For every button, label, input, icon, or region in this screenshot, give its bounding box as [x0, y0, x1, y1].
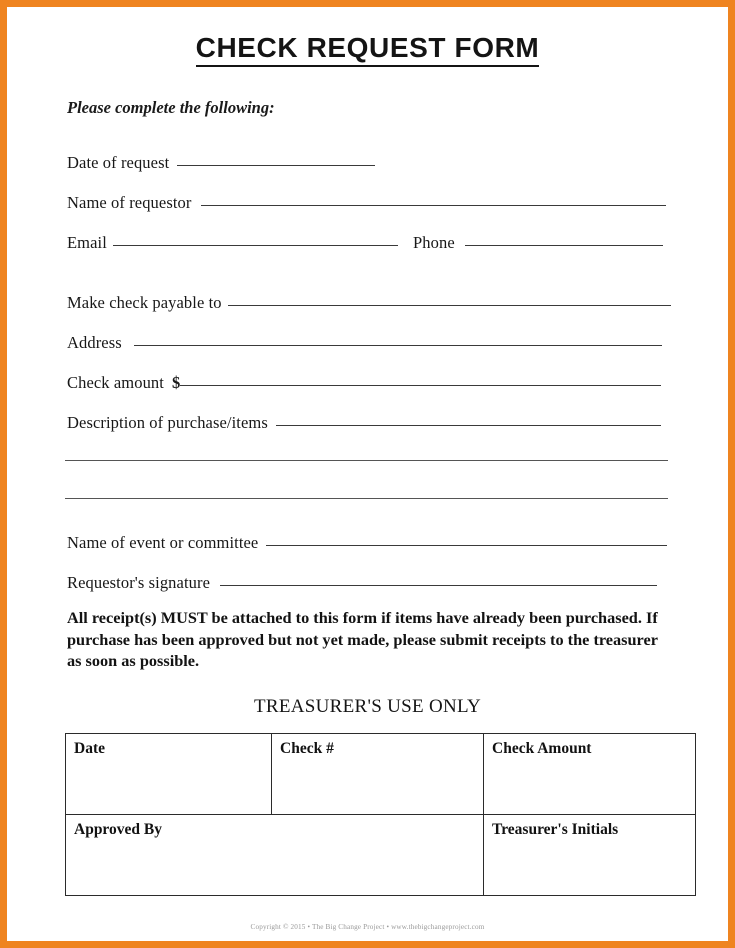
- treasurer-section-heading: TREASURER'S USE ONLY: [253, 696, 482, 717]
- field-rule-requestor-signature[interactable]: [220, 584, 657, 586]
- field-date-of-request[interactable]: [67, 153, 375, 173]
- field-label-phone: Phone: [413, 233, 455, 252]
- table-cell-date[interactable]: Date: [66, 734, 272, 815]
- field-name-of-requestor[interactable]: [67, 193, 666, 213]
- table-row: [66, 815, 696, 896]
- field-label-check-amount: Check amount: [67, 373, 164, 392]
- field-rule-make-check-payable-to[interactable]: [228, 304, 671, 306]
- page-title-text: CHECK REQUEST FORM: [196, 32, 540, 67]
- description-continuation-line-1[interactable]: [65, 460, 668, 461]
- field-check-amount[interactable]: [67, 373, 661, 393]
- field-description-of-purchase[interactable]: [67, 413, 661, 433]
- field-label-requestor-signature: Requestor's signature: [67, 573, 211, 592]
- table-cell-check-number[interactable]: Check #: [272, 734, 484, 815]
- field-make-check-payable-to[interactable]: [67, 293, 671, 313]
- field-label-name-of-requestor: Name of requestor: [67, 193, 192, 212]
- field-rule-name-of-event[interactable]: [266, 544, 667, 546]
- table-cell-treasurer-initials[interactable]: Treasurer's Initials: [484, 815, 696, 896]
- field-name-of-event[interactable]: [67, 533, 667, 553]
- footer-copyright: Copyright © 2015 • The Big Change Project • www.thebigchangeproject.com: [250, 923, 485, 931]
- field-label-address: Address: [67, 333, 122, 352]
- field-rule-phone[interactable]: [465, 244, 663, 246]
- page-title: [10, 32, 725, 64]
- field-phone[interactable]: [413, 233, 663, 253]
- instruction-text: Please complete the following:: [67, 98, 275, 117]
- field-label-description-of-purchase: Description of purchase/items: [67, 413, 268, 432]
- field-label-name-of-event: Name of event or committee: [67, 533, 259, 552]
- field-rule-date-of-request[interactable]: [177, 164, 375, 166]
- field-rule-description-of-purchase[interactable]: [276, 424, 661, 426]
- form-sheet: [10, 10, 725, 938]
- table-row: [66, 734, 696, 815]
- field-rule-address[interactable]: [134, 344, 662, 346]
- field-rule-name-of-requestor[interactable]: [201, 204, 666, 206]
- treasurer-use-table: [65, 733, 696, 896]
- currency-symbol: $: [171, 373, 181, 392]
- table-cell-check-amount[interactable]: Check Amount: [484, 734, 696, 815]
- field-email[interactable]: [67, 233, 398, 253]
- field-label-date-of-request: Date of request: [67, 153, 170, 172]
- field-label-email: Email: [67, 233, 107, 252]
- receipt-notice-text: All receipt(s) MUST be attached to this form if items have already been purchased. If purchase has been approved but not yet made, please submit receipts to the treasurer as soon as possible.: [67, 608, 658, 671]
- description-continuation-line-2[interactable]: [65, 498, 668, 499]
- field-address[interactable]: [67, 333, 662, 353]
- field-requestor-signature[interactable]: [67, 573, 657, 593]
- field-rule-check-amount[interactable]: [180, 384, 661, 386]
- table-cell-approved-by[interactable]: Approved By: [66, 815, 484, 896]
- field-label-make-check-payable-to: Make check payable to: [67, 293, 222, 312]
- field-rule-email[interactable]: [113, 244, 398, 246]
